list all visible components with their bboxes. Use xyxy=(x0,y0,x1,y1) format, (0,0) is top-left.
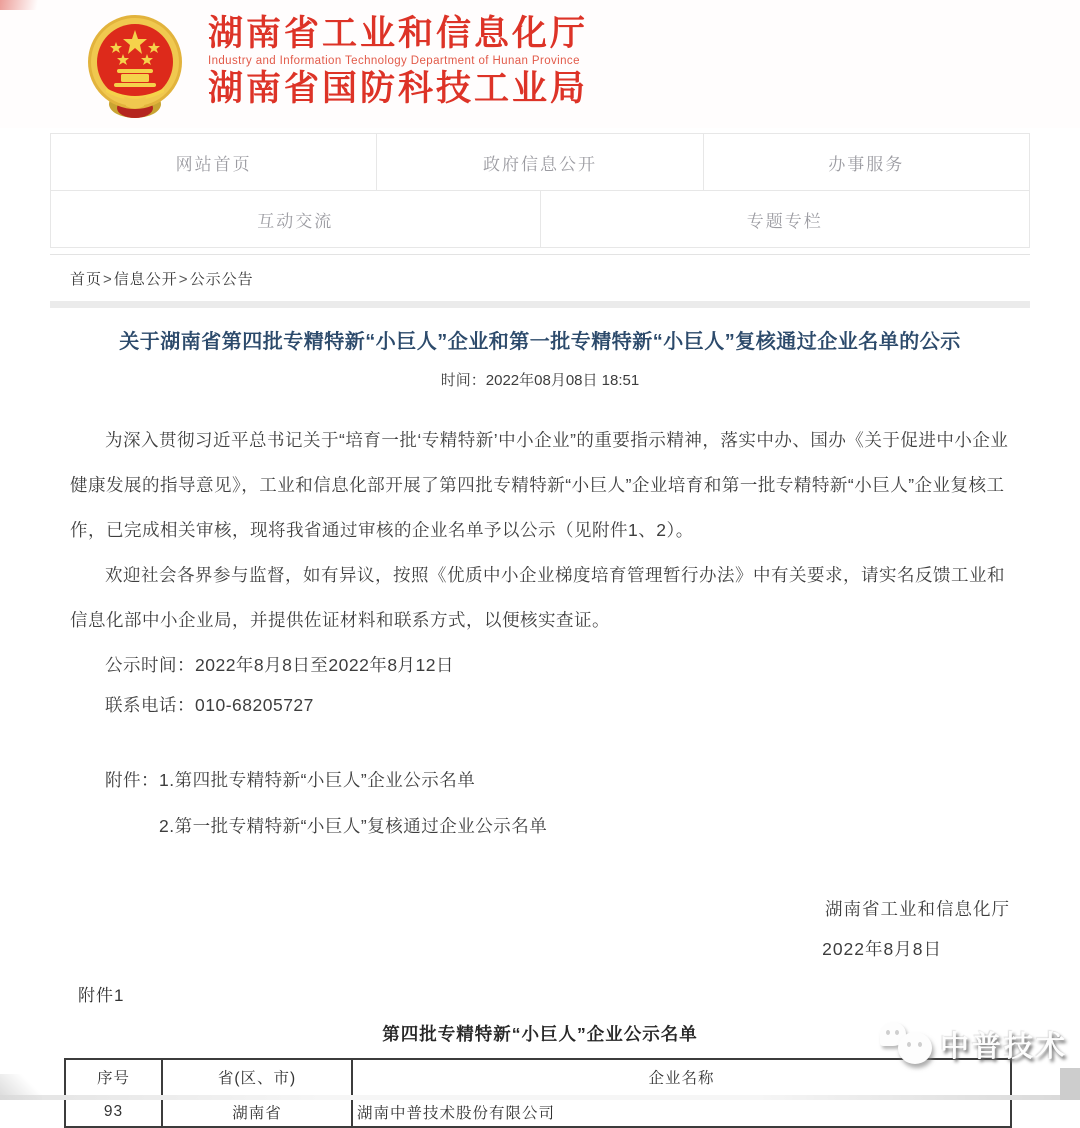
main-nav xyxy=(50,133,1030,248)
signature-org: 湖南省工业和信息化厅 xyxy=(825,899,1010,919)
bottom-shadow xyxy=(0,1095,1080,1100)
nav-row-2 xyxy=(51,191,1030,248)
attachment-item-1[interactable]: 1.第四批专精特新“小巨人”企业公示名单 xyxy=(159,770,476,790)
nav-item-interaction[interactable]: 互动交流 xyxy=(51,191,541,248)
info-lines xyxy=(70,645,1010,725)
nav-item-services[interactable]: 办事服务 xyxy=(704,134,1030,191)
nav-row-1 xyxy=(51,134,1030,191)
org-title-block xyxy=(208,10,588,109)
table-header-row xyxy=(65,1059,1011,1096)
bottom-right-shadow xyxy=(1060,1068,1080,1100)
header-cell-province: 省(区、市) xyxy=(162,1059,352,1096)
publish-time: 时间：2022年08月08日 18:51 xyxy=(440,372,640,389)
article-body xyxy=(70,418,1010,643)
cell-index: 93 xyxy=(65,1096,162,1127)
appendix-table-title: 第四批专精特新“小巨人”企业公示名单 xyxy=(382,1024,698,1044)
cell-province: 湖南省 xyxy=(162,1096,352,1127)
paragraph-2: 欢迎社会各界参与监督，如有异议，按照《优质中小企业梯度培育管理暂行办法》中有关要求，请实名反馈工业和信息化部中小企业局，并提供佐证材料和联系方式，以便核实查证。 xyxy=(70,565,1005,630)
article-title: 关于湖南省第四批专精特新“小巨人”企业和第一批专精特新“小巨人”复核通过企业名单的公示 xyxy=(119,331,961,353)
org-subtitle-en: Industry and Information Technology Department of Hunan Province xyxy=(208,55,580,67)
national-emblem-icon xyxy=(84,12,186,122)
bottom-left-shadow xyxy=(0,1074,42,1100)
signature-block xyxy=(70,889,1010,969)
breadcrumb-home[interactable]: 首页 xyxy=(70,271,103,288)
contact-phone: 联系电话：010-68205727 xyxy=(105,695,314,715)
paragraph-1: 为深入贯彻习近平总书记关于“培育一批‘专精特新’中小企业”的重要指示精神，落实中办、国办《关于促进中小企业健康发展的指导意见》，工业和信息化部开展了第四批专精特新“小巨人”企业培育和第一批专精特新“小巨人”企业复核工作，已完成相关审核，现将我省通过审核的企业名单予以公示（见附件1、2）。 xyxy=(70,430,1009,540)
section-divider xyxy=(50,301,1030,308)
header-cell-company: 企业名称 xyxy=(352,1059,1011,1096)
header-cell-index: 序号 xyxy=(65,1059,162,1096)
attachments-list xyxy=(159,757,547,849)
org-title-line1: 湖南省工业和信息化厅 xyxy=(208,14,589,53)
enterprise-table-body xyxy=(65,1096,1011,1127)
breadcrumb-public-notice[interactable]: 公示公告 xyxy=(189,271,254,288)
watermark-text: 中普技术 xyxy=(940,1030,1069,1063)
corner-red-mark xyxy=(0,0,46,10)
nav-item-special-topics[interactable]: 专题专栏 xyxy=(541,191,1031,248)
attachment-item-2[interactable]: 2.第一批专精特新“小巨人”复核通过企业公示名单 xyxy=(159,816,548,836)
attachments-label: 附件： xyxy=(105,770,159,790)
attachments-block xyxy=(70,757,1010,849)
breadcrumb-separator: > xyxy=(103,271,113,288)
org-title-line2: 湖南省国防科技工业局 xyxy=(208,69,589,108)
table-row xyxy=(65,1096,1011,1127)
nav-item-gov-info[interactable]: 政府信息公开 xyxy=(377,134,703,191)
breadcrumb-separator: > xyxy=(178,271,189,288)
publicity-period: 公示时间：2022年8月8日至2022年8月12日 xyxy=(105,655,455,675)
cell-company-name: 湖南中普技术股份有限公司 xyxy=(352,1096,1011,1127)
breadcrumb xyxy=(50,254,1030,301)
zhongpu-camera-logo-icon xyxy=(878,1018,940,1070)
enterprise-table xyxy=(64,1058,1012,1128)
breadcrumb-info-disclosure[interactable]: 信息公开 xyxy=(113,271,178,288)
watermark xyxy=(878,1018,1068,1070)
site-header xyxy=(0,0,1080,128)
nav-item-home[interactable]: 网站首页 xyxy=(51,134,377,191)
signature-date: 2022年8月8日 xyxy=(822,939,942,959)
enterprise-table-head xyxy=(65,1059,1011,1096)
appendix-label: 附件1 xyxy=(78,986,125,1005)
